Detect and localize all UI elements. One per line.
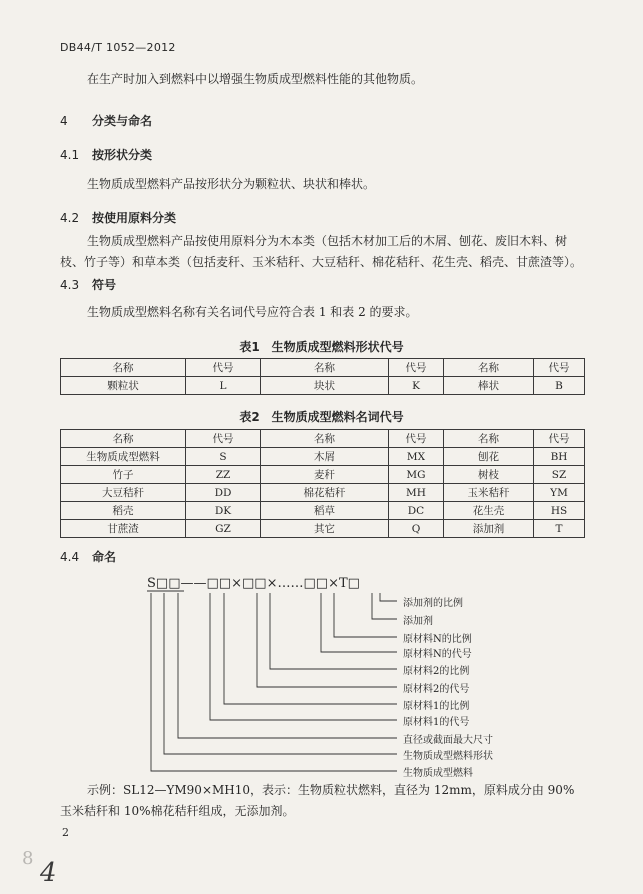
table-cell: SZ <box>534 466 585 484</box>
column-header: 名称 <box>261 430 389 448</box>
column-header: 代号 <box>186 359 261 377</box>
table-cell: 竹子 <box>61 466 186 484</box>
table-cell: 花生壳 <box>444 502 534 520</box>
formula-box: □ <box>303 576 316 591</box>
formula-dots: …… <box>277 576 304 591</box>
handwritten-mark: 4 <box>40 858 57 888</box>
section-4-2-heading <box>60 209 176 226</box>
naming-label: 生物质成型燃料 <box>403 768 473 779</box>
naming-label: 原材料N的比例 <box>403 634 472 645</box>
table-cell: T <box>534 520 585 538</box>
section-4-2-body: 生物质成型燃料产品按使用原料分为木本类（包括木材加工后的木屑、刨花、废旧木料、树枝、竹子等）和草本类（包括麦秆、玉米秸秆、大豆秸秆、棉花秸秆、花生壳、稻壳、甘蔗渣等）。 <box>60 234 583 269</box>
formula-box: □ <box>254 576 267 591</box>
table-cell: BH <box>534 448 585 466</box>
column-header: 代号 <box>534 359 585 377</box>
formula-box: □ <box>242 576 255 591</box>
document-code: DB44/T 1052—2012 <box>60 41 176 54</box>
section-title: 分类与命名 <box>92 114 153 128</box>
table-row <box>61 502 585 520</box>
formula-box: □ <box>168 576 181 591</box>
column-header: 名称 <box>444 430 534 448</box>
naming-label: 生物质成型燃料形状 <box>403 751 493 762</box>
formula-times: × <box>328 576 339 591</box>
table-row <box>61 377 585 395</box>
section-number: 4.1 <box>60 148 80 162</box>
table-2-caption: 表2 生物质成型燃料名词代号 <box>239 410 404 424</box>
table-cell: 棒状 <box>444 377 534 395</box>
table-cell: 其它 <box>261 520 389 538</box>
table-cell: 稻壳 <box>61 502 186 520</box>
table-cell: DK <box>186 502 261 520</box>
table-header-row <box>61 359 585 377</box>
column-header: 名称 <box>444 359 534 377</box>
formula-times: × <box>266 576 278 591</box>
naming-label: 添加剂 <box>403 616 433 627</box>
column-header: 名称 <box>61 430 186 448</box>
naming-label: 原材料1的代号 <box>403 717 470 728</box>
section-number: 4 <box>60 114 68 128</box>
naming-label: 原材料N的代号 <box>403 649 472 660</box>
column-header: 代号 <box>389 359 444 377</box>
table-cell: DD <box>186 484 261 502</box>
formula-box: □ <box>218 576 232 591</box>
table-header-row <box>61 430 585 448</box>
formula-times: × <box>231 576 242 591</box>
naming-label: 原材料2的代号 <box>403 684 470 695</box>
section-number: 4.3 <box>60 278 80 292</box>
table-cell: B <box>534 377 585 395</box>
table-row <box>61 520 585 538</box>
naming-label: 直径或截面最大尺寸 <box>403 735 493 746</box>
table-cell: 木屑 <box>261 448 389 466</box>
table-cell: K <box>389 377 444 395</box>
table-row <box>61 448 585 466</box>
naming-formula <box>147 576 360 591</box>
table-row <box>61 484 585 502</box>
column-header: 代号 <box>186 430 261 448</box>
table-cell: YM <box>534 484 585 502</box>
naming-label: 原材料1的比例 <box>403 701 470 712</box>
section-title: 命名 <box>92 550 117 564</box>
table-cell: 生物质成型燃料 <box>61 448 186 466</box>
column-header: 名称 <box>61 359 186 377</box>
table-row <box>61 466 585 484</box>
section-4-1-body: 生物质成型燃料产品按形状分为颗粒状、块状和棒状。 <box>87 177 376 191</box>
formula-t: T <box>339 576 348 591</box>
formula-box: □ <box>347 576 360 591</box>
table-cell: 麦秆 <box>261 466 389 484</box>
table-cell: HS <box>534 502 585 520</box>
faint-mark: 8 <box>22 848 34 869</box>
formula-box: □ <box>155 576 169 591</box>
table-cell: DC <box>389 502 444 520</box>
table-cell: 大豆秸秆 <box>61 484 186 502</box>
table-cell: Q <box>389 520 444 538</box>
table-cell: 甘蔗渣 <box>61 520 186 538</box>
table-cell: S <box>186 448 261 466</box>
section-number: 4.4 <box>60 550 80 564</box>
column-header: 代号 <box>534 430 585 448</box>
section-number: 4.2 <box>60 211 80 225</box>
table-1-shape-codes <box>60 358 585 395</box>
table-cell: 添加剂 <box>444 520 534 538</box>
column-header: 代号 <box>389 430 444 448</box>
formula-box: □ <box>206 576 219 591</box>
formula-box: □ <box>315 576 329 591</box>
section-4-heading <box>60 112 152 129</box>
section-title: 符号 <box>92 278 117 292</box>
table-cell: MX <box>389 448 444 466</box>
page-number: 2 <box>62 826 69 839</box>
intro-paragraph: 在生产时加入到燃料中以增强生物质成型燃料性能的其他物质。 <box>87 72 424 86</box>
table-cell: 棉花秸秆 <box>261 484 389 502</box>
section-4-3-heading <box>60 276 116 293</box>
column-header: 名称 <box>261 359 389 377</box>
table-cell: 块状 <box>261 377 389 395</box>
table-cell: GZ <box>186 520 261 538</box>
section-title: 按形状分类 <box>92 148 153 162</box>
table-cell: 刨花 <box>444 448 534 466</box>
formula-dash: —— <box>180 576 207 591</box>
table-cell: 树枝 <box>444 466 534 484</box>
section-title: 按使用原料分类 <box>92 211 177 225</box>
table-cell: 稻草 <box>261 502 389 520</box>
section-4-3-body: 生物质成型燃料名称有关名词代号应符合表 1 和表 2 的要求。 <box>87 305 418 319</box>
table-cell: L <box>186 377 261 395</box>
naming-label: 添加剂的比例 <box>403 598 463 609</box>
table-1-caption: 表1 生物质成型燃料形状代号 <box>239 340 404 354</box>
naming-diagram <box>140 570 520 780</box>
section-4-1-heading <box>60 146 152 163</box>
table-cell: ZZ <box>186 466 261 484</box>
section-4-4-heading <box>60 548 116 565</box>
table-cell: MG <box>389 466 444 484</box>
table-2-term-codes <box>60 429 585 538</box>
table-cell: 玉米秸秆 <box>444 484 534 502</box>
formula-s: S <box>147 576 156 591</box>
table-cell: 颗粒状 <box>61 377 186 395</box>
naming-label: 原材料2的比例 <box>403 666 470 677</box>
table-cell: MH <box>389 484 444 502</box>
example-paragraph: 示例：SL12—YM90×MH10，表示：生物质粒状燃料，直径为 12mm，原料成分由 90%玉米秸秆和 10%棉花秸秆组成，无添加剂。 <box>60 783 575 818</box>
